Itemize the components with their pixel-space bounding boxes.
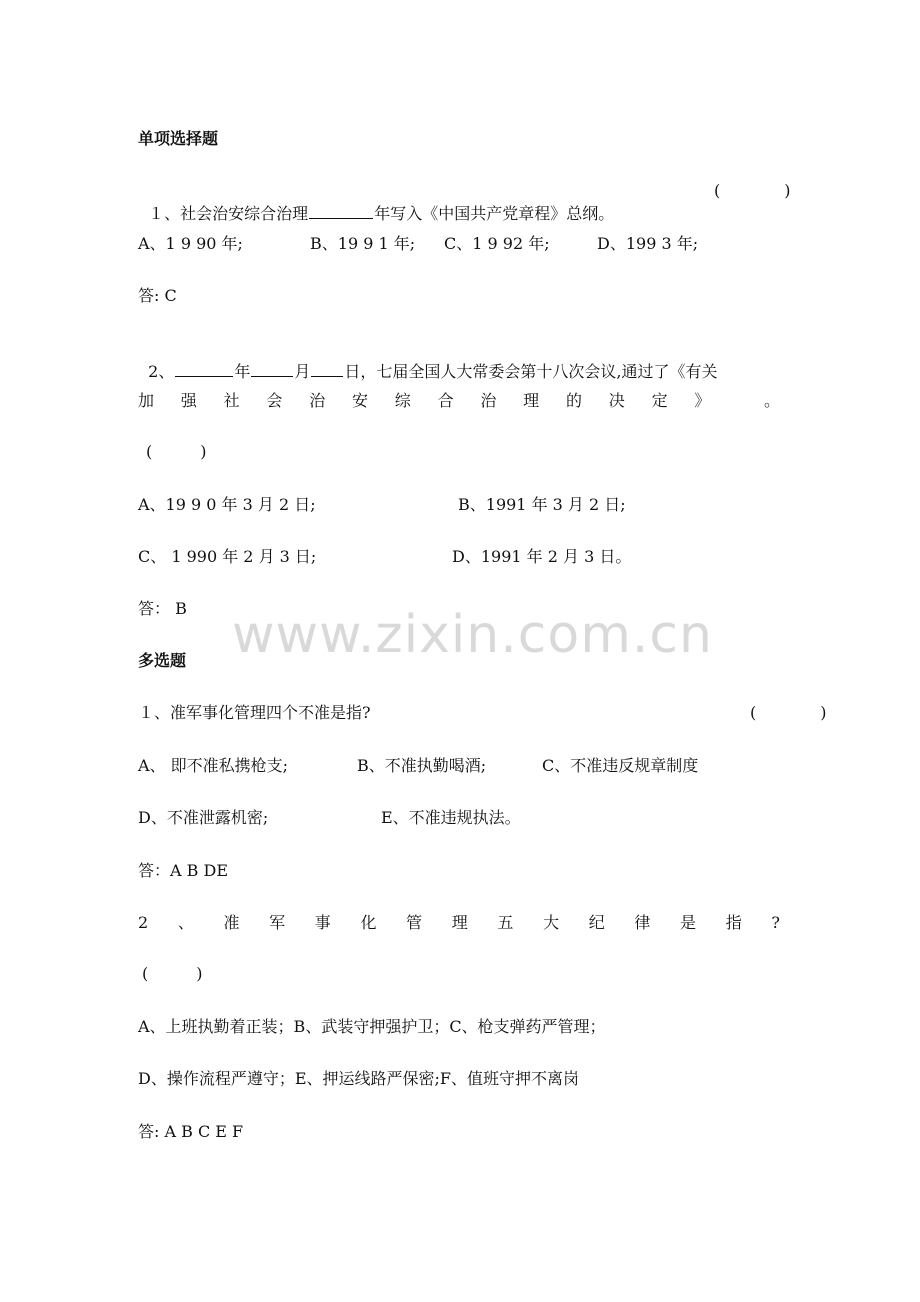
q2-option-a: A、19 9 0 年 3 月 2 日; <box>138 495 316 514</box>
q2-char: 》 <box>694 391 711 410</box>
mq2-char: 2 <box>138 913 149 932</box>
q2-char: 治 <box>309 391 326 410</box>
q2-char: 社 <box>223 391 240 410</box>
watermark: www.zixin.com.cn <box>232 605 713 665</box>
q2-char: 定 <box>651 391 668 410</box>
q2-stem <box>138 338 717 383</box>
q1-answer: 答: C <box>138 286 177 305</box>
q2-year-label: 年 <box>234 362 251 381</box>
q2-option-c: C、 1 990 年 2 月 3 日; <box>138 547 317 566</box>
q2-option-d: D、1991 年 2 月 3 日。 <box>452 547 632 566</box>
mq2-char: 、 <box>177 913 194 932</box>
q2-char: 治 <box>480 391 497 410</box>
mq2-char: 管 <box>406 913 423 932</box>
mq2-options-row2: D、操作流程严遵守；E、押运线路严保密;F、值班守押不离岗 <box>138 1069 580 1088</box>
mq1-option-e: E、不准违规执法。 <box>381 808 521 827</box>
mq1-option-a: A、 即不准私携枪支; <box>138 756 289 775</box>
q1-answer-paren: ( ) <box>714 181 791 200</box>
q2-blank-day <box>311 360 343 377</box>
q2-char: 安 <box>351 391 368 410</box>
mq2-stem-line1 <box>138 912 780 934</box>
q2-char: 理 <box>523 391 540 410</box>
q1-option-c: C、1 9 92 年; <box>444 234 550 253</box>
mq2-char: 军 <box>269 913 286 932</box>
mq2-char: 指 <box>725 913 742 932</box>
mq2-answer: 答: A B C E F <box>138 1122 244 1141</box>
q2-stem-line2 <box>138 390 780 412</box>
mq1-option-d: D、不准泄露机密; <box>138 808 269 827</box>
q1-option-a: A、1 9 90 年; <box>138 234 243 253</box>
q2-char: 决 <box>608 391 625 410</box>
q1-option-d: D、199 3 年; <box>597 234 699 253</box>
q1-stem <box>138 180 614 225</box>
q2-month-label: 月 <box>294 362 311 381</box>
section-heading-multi: 多选题 <box>138 651 187 670</box>
mq2-char: 五 <box>497 913 514 932</box>
q2-char: 会 <box>266 391 283 410</box>
mq1-option-c: C、不准违反规章制度 <box>542 756 699 775</box>
mq1-stem: １、准军事化管理四个不准是指? <box>138 703 371 722</box>
mq2-char: 事 <box>314 913 331 932</box>
q1-stem-post: 年写入《中国共产党章程》总纲。 <box>374 204 615 223</box>
mq2-char: 准 <box>223 913 240 932</box>
mq2-answer-paren: ( ) <box>142 964 203 983</box>
mq1-answer: 答：A B DE <box>138 861 228 880</box>
q2-stem-post: 日，七届全国人大常委会第十八次会议,通过了《有关 <box>344 362 718 381</box>
mq1-option-b: B、不准执勤喝酒; <box>357 756 487 775</box>
mq2-char: 是 <box>680 913 697 932</box>
q2-blank-year <box>175 360 233 377</box>
q2-blank-month <box>251 360 293 377</box>
q2-stem-pre: 2、 <box>148 362 175 381</box>
q2-char: 。 <box>763 391 780 410</box>
q2-char: 加 <box>138 391 155 410</box>
q2-char: 的 <box>565 391 582 410</box>
q2-char: 合 <box>437 391 454 410</box>
q1-option-b: B、19 9 1 年; <box>310 234 416 253</box>
mq2-char: ? <box>771 913 780 932</box>
mq2-options-row1: A、上班执勤着正装；B、武装守押强护卫；C、枪支弹药严管理； <box>138 1017 606 1036</box>
section-heading-single: 单项选择题 <box>138 129 219 148</box>
q2-answer-paren: ( ) <box>146 442 207 461</box>
q2-char: 综 <box>394 391 411 410</box>
mq1-answer-paren: ( ) <box>750 703 827 722</box>
mq2-char: 化 <box>360 913 377 932</box>
mq2-char: 纪 <box>588 913 605 932</box>
mq2-char: 理 <box>451 913 468 932</box>
q2-option-b: B、1991 年 3 月 2 日; <box>458 495 626 514</box>
mq2-char: 律 <box>634 913 651 932</box>
q1-stem-pre: １、社会治安综合治理 <box>148 204 309 223</box>
q2-char: 强 <box>180 391 197 410</box>
q2-answer: 答： B <box>138 599 187 618</box>
q1-blank <box>309 202 373 219</box>
mq2-char: 大 <box>543 913 560 932</box>
